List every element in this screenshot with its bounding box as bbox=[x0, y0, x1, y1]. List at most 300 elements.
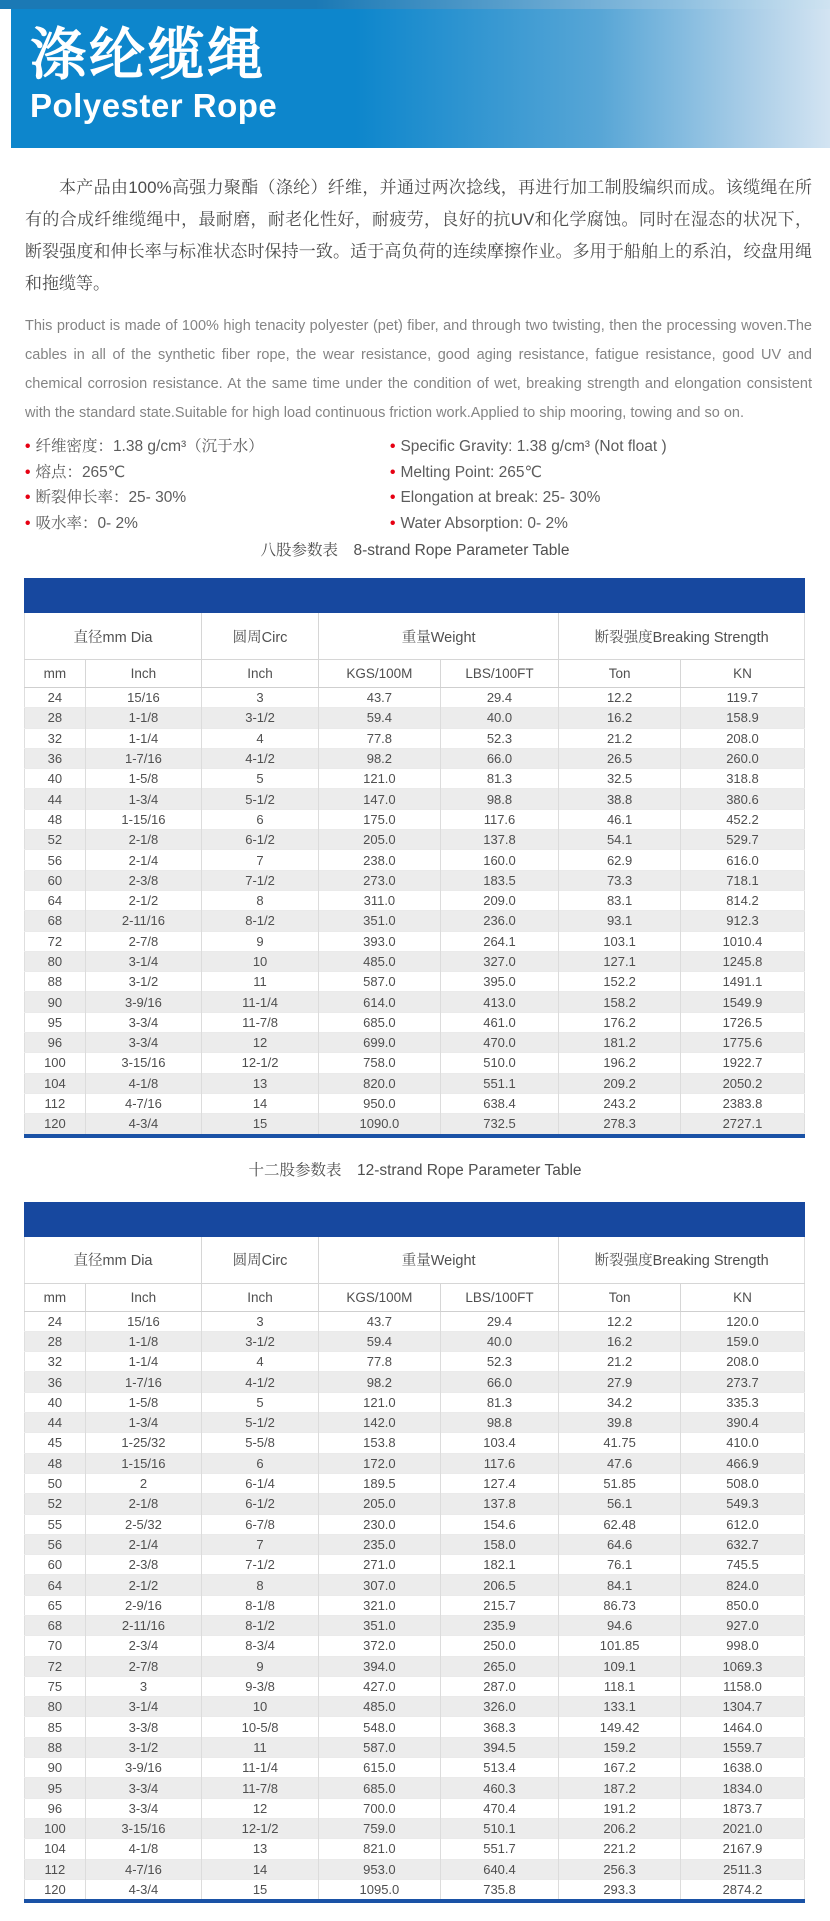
spec-item-text: 熔点：265℃ bbox=[35, 463, 126, 481]
table-cell: 44 bbox=[47, 791, 63, 807]
table-row bbox=[25, 1093, 805, 1113]
table-cell: 2-1/2 bbox=[85, 1575, 201, 1595]
table-cell: 76.1 bbox=[559, 1555, 681, 1575]
table-cell: 93.1 bbox=[559, 911, 681, 931]
table-cell: 1-7/16 bbox=[85, 1372, 201, 1392]
table-cell: 28 bbox=[47, 1333, 63, 1349]
table-cell: 32 bbox=[47, 1354, 63, 1370]
table-cell: 2-1/8 bbox=[85, 830, 201, 850]
table-cell: 52.3 bbox=[440, 728, 559, 748]
table-cell: 758.0 bbox=[319, 1053, 441, 1073]
table-cell: 21.2 bbox=[559, 728, 681, 748]
table-cell: 41.75 bbox=[559, 1433, 681, 1453]
table-cell: 6 bbox=[202, 809, 319, 829]
table-section-12strand bbox=[0, 1162, 830, 1904]
col-group-circumference: 圆周Circ bbox=[202, 613, 319, 660]
table-cell: 1-1/4 bbox=[85, 1352, 201, 1372]
table-cell: 167.2 bbox=[559, 1758, 681, 1778]
table-cell: 1304.7 bbox=[680, 1697, 804, 1717]
table-cell: 1549.9 bbox=[680, 992, 804, 1012]
table-cell: 51.85 bbox=[559, 1473, 681, 1493]
table-cell: 250.0 bbox=[440, 1636, 559, 1656]
table-cell: 614.0 bbox=[319, 992, 441, 1012]
table-cell: 2-3/4 bbox=[85, 1636, 201, 1656]
col-inch-dia: Inch bbox=[85, 660, 201, 688]
table-cell: 4-7/16 bbox=[85, 1093, 201, 1113]
table-row bbox=[25, 1555, 805, 1575]
table-cell: 11-1/4 bbox=[202, 1758, 319, 1778]
table-cell: 187.2 bbox=[559, 1778, 681, 1798]
table-row bbox=[25, 1839, 805, 1859]
col-ton: Ton bbox=[559, 660, 681, 688]
table-cell: 236.0 bbox=[440, 911, 559, 931]
table-cell: 3-1/2 bbox=[202, 1331, 319, 1351]
table-cell: 12 bbox=[202, 1033, 319, 1053]
table-cell: 94.6 bbox=[559, 1615, 681, 1635]
table-row bbox=[25, 850, 805, 870]
table-cell: 273.0 bbox=[319, 870, 441, 890]
table-row bbox=[25, 972, 805, 992]
table-cell: 85 bbox=[47, 1719, 63, 1735]
table-cell: 36 bbox=[47, 751, 63, 767]
table-row bbox=[25, 1311, 805, 1331]
table-row bbox=[25, 1615, 805, 1635]
table-cell: 466.9 bbox=[680, 1453, 804, 1473]
table-cell: 159.2 bbox=[559, 1737, 681, 1757]
table-row bbox=[25, 890, 805, 910]
table-cell: 103.1 bbox=[559, 931, 681, 951]
table-cell: 615.0 bbox=[319, 1758, 441, 1778]
table-cell: 24 bbox=[47, 1313, 63, 1329]
table-row bbox=[25, 1372, 805, 1392]
table-cell: 11-7/8 bbox=[202, 1778, 319, 1798]
spec-item bbox=[390, 460, 667, 486]
table-cell: 953.0 bbox=[319, 1859, 441, 1879]
table-cell: 998.0 bbox=[680, 1636, 804, 1656]
table-cell: 127.1 bbox=[559, 951, 681, 971]
table-cell: 549.3 bbox=[680, 1494, 804, 1514]
table-cell: 235.9 bbox=[440, 1615, 559, 1635]
table-cell: 72 bbox=[47, 1658, 63, 1674]
table-cell: 1638.0 bbox=[680, 1758, 804, 1778]
table-cell: 640.4 bbox=[440, 1859, 559, 1879]
table-cell: 1090.0 bbox=[319, 1114, 441, 1136]
table-cell: 685.0 bbox=[319, 1778, 441, 1798]
col-ton: Ton bbox=[559, 1283, 681, 1311]
table-cell: 413.0 bbox=[440, 992, 559, 1012]
table-cell: 3-15/16 bbox=[85, 1053, 201, 1073]
table-cell: 732.5 bbox=[440, 1114, 559, 1136]
table-cell: 548.0 bbox=[319, 1717, 441, 1737]
table-cell: 43.7 bbox=[319, 688, 441, 708]
table-cell: 62.9 bbox=[559, 850, 681, 870]
table-cell: 14 bbox=[202, 1859, 319, 1879]
table-row bbox=[25, 1717, 805, 1737]
table-cell: 460.3 bbox=[440, 1778, 559, 1798]
table-cell: 2-1/2 bbox=[85, 890, 201, 910]
table-cell: 551.1 bbox=[440, 1073, 559, 1093]
table-cell: 410.0 bbox=[680, 1433, 804, 1453]
table-cell: 529.7 bbox=[680, 830, 804, 850]
table-cell: 3-3/4 bbox=[85, 1033, 201, 1053]
table-cell: 4-1/2 bbox=[202, 748, 319, 768]
table-cell: 100 bbox=[44, 1821, 66, 1837]
page-title-en: Polyester Rope bbox=[30, 87, 278, 125]
table-cell: 14 bbox=[202, 1093, 319, 1113]
table-cell: 9 bbox=[202, 1656, 319, 1676]
table-cell: 8-1/2 bbox=[202, 1615, 319, 1635]
table-cell: 32 bbox=[47, 730, 63, 746]
table-cell: 1-25/32 bbox=[85, 1433, 201, 1453]
table-cell: 4 bbox=[202, 1352, 319, 1372]
table-cell: 158.9 bbox=[680, 708, 804, 728]
table-cell: 351.0 bbox=[319, 911, 441, 931]
table-cell: 15/16 bbox=[85, 1311, 201, 1331]
table-cell: 1-7/16 bbox=[85, 748, 201, 768]
table-cell: 1775.6 bbox=[680, 1033, 804, 1053]
table-cell: 427.0 bbox=[319, 1676, 441, 1696]
table-cell: 48 bbox=[47, 811, 63, 827]
table-cell: 335.3 bbox=[680, 1392, 804, 1412]
table-cell: 81.3 bbox=[440, 769, 559, 789]
spec-item-text: Melting Point: 265℃ bbox=[400, 463, 542, 481]
table-row bbox=[25, 708, 805, 728]
table-cell: 147.0 bbox=[319, 789, 441, 809]
table-cell: 103.4 bbox=[440, 1433, 559, 1453]
table-cell: 172.0 bbox=[319, 1453, 441, 1473]
table-cell: 318.8 bbox=[680, 769, 804, 789]
spec-bullet-lists bbox=[25, 434, 830, 536]
table-cell: 65 bbox=[47, 1597, 63, 1613]
table-cell: 1010.4 bbox=[680, 931, 804, 951]
table-cell: 88 bbox=[47, 1739, 63, 1755]
table-cell: 117.6 bbox=[440, 809, 559, 829]
table-cell: 4-1/8 bbox=[85, 1839, 201, 1859]
table-cell: 2383.8 bbox=[680, 1093, 804, 1113]
table-cell: 1834.0 bbox=[680, 1778, 804, 1798]
table-cell: 56 bbox=[47, 852, 63, 868]
table-cell: 307.0 bbox=[319, 1575, 441, 1595]
spec-item-text: Specific Gravity: 1.38 g/cm³ (Not float ) bbox=[400, 438, 667, 455]
table-cell: 221.2 bbox=[559, 1839, 681, 1859]
table-cell: 587.0 bbox=[319, 972, 441, 992]
table-row bbox=[25, 1073, 805, 1093]
table-cell: 16.2 bbox=[559, 708, 681, 728]
table-row bbox=[25, 830, 805, 850]
table-row bbox=[25, 1453, 805, 1473]
table-cell: 368.3 bbox=[440, 1717, 559, 1737]
table-row bbox=[25, 1433, 805, 1453]
spec-item bbox=[390, 485, 667, 511]
table-cell: 9 bbox=[202, 931, 319, 951]
table-cell: 66.0 bbox=[440, 748, 559, 768]
table-cell: 824.0 bbox=[680, 1575, 804, 1595]
table-cell: 510.1 bbox=[440, 1818, 559, 1838]
bullet-icon: • bbox=[25, 438, 31, 455]
table-cell: 3 bbox=[202, 688, 319, 708]
table-cell: 2167.9 bbox=[680, 1839, 804, 1859]
table-row bbox=[25, 1859, 805, 1879]
table-cell: 2-7/8 bbox=[85, 931, 201, 951]
table-row bbox=[25, 1331, 805, 1351]
table-cell: 470.4 bbox=[440, 1798, 559, 1818]
table-cell: 15/16 bbox=[85, 688, 201, 708]
table-row bbox=[25, 992, 805, 1012]
table-cell: 2-11/16 bbox=[85, 1615, 201, 1635]
table-cell: 10 bbox=[202, 1697, 319, 1717]
table-cell: 159.0 bbox=[680, 1331, 804, 1351]
table-cell: 5 bbox=[202, 769, 319, 789]
col-kn: KN bbox=[680, 1283, 804, 1311]
table-cell: 2021.0 bbox=[680, 1818, 804, 1838]
table-cell: 238.0 bbox=[319, 850, 441, 870]
table-cell: 64 bbox=[47, 1577, 63, 1593]
table-cell: 2511.3 bbox=[680, 1859, 804, 1879]
table-header-bar-12strand bbox=[24, 1202, 805, 1237]
table-row bbox=[25, 1534, 805, 1554]
table-sub-header-row bbox=[25, 1283, 805, 1311]
table-cell: 1-5/8 bbox=[85, 769, 201, 789]
spec-item-text: Water Absorption: 0- 2% bbox=[400, 514, 568, 532]
table-cell: 96 bbox=[47, 1035, 63, 1051]
table-cell: 175.0 bbox=[319, 809, 441, 829]
table-cell: 4-3/4 bbox=[85, 1879, 201, 1901]
table-cell: 11-7/8 bbox=[202, 1012, 319, 1032]
table-cell: 3-15/16 bbox=[85, 1818, 201, 1838]
table-cell: 62.48 bbox=[559, 1514, 681, 1534]
table-cell: 153.8 bbox=[319, 1433, 441, 1453]
bullet-icon: • bbox=[25, 514, 31, 532]
table-cell: 208.0 bbox=[680, 1352, 804, 1372]
table-cell: 28 bbox=[47, 710, 63, 726]
table-cell: 7-1/2 bbox=[202, 1555, 319, 1575]
table-cell: 64.6 bbox=[559, 1534, 681, 1554]
table-cell: 84.1 bbox=[559, 1575, 681, 1595]
intro-paragraph-cn: 本产品由100%高强力聚酯（涤纶）纤维，并通过两次捻线，再进行加工制股编织而成。该缆绳在所有的合成纤维缆绳中，最耐磨，耐老化性好，耐疲劳，良好的抗UV和化学腐蚀。同时在湿态的状况下，断裂强度和伸长率与标准状态时保持一致。适于高负荷的连续摩擦作业。多用于船舶上的系泊，绞盘用绳和拖缆等。 bbox=[25, 178, 812, 293]
bullet-icon: • bbox=[390, 463, 396, 481]
table-cell: 3-1/2 bbox=[85, 1737, 201, 1757]
table-cell: 5-1/2 bbox=[202, 1413, 319, 1433]
table-cell: 44 bbox=[47, 1415, 63, 1431]
table-cell: 2-3/8 bbox=[85, 870, 201, 890]
table-cell: 510.0 bbox=[440, 1053, 559, 1073]
table-cell: 3-9/16 bbox=[85, 992, 201, 1012]
table-cell: 452.2 bbox=[680, 809, 804, 829]
table-cell: 158.2 bbox=[559, 992, 681, 1012]
spec-item bbox=[390, 434, 667, 460]
table-cell: 205.0 bbox=[319, 830, 441, 850]
table-cell: 12-1/2 bbox=[202, 1818, 319, 1838]
table-row bbox=[25, 931, 805, 951]
table-cell: 10-5/8 bbox=[202, 1717, 319, 1737]
col-inch-circ: Inch bbox=[202, 1283, 319, 1311]
table-cell: 1-15/16 bbox=[85, 1453, 201, 1473]
table-cell: 927.0 bbox=[680, 1615, 804, 1635]
table-cell: 735.8 bbox=[440, 1879, 559, 1901]
spec-list-cn bbox=[25, 434, 390, 536]
intro-paragraph-en: This product is made of 100% high tenacity polyester (pet) fiber, and through two twisting, then the processing woven.The cables in all of the synthetic fiber rope, the wear resistance, good aging resistance, fatigue resistance, good UV and chemical corrosion resistance. At the same time under the condition of wet, breaking strength and elongation consistent with the standard state.Suitable for high load continuous friction work.Applied to ship mooring, towing and so on. bbox=[25, 318, 812, 421]
col-kgs-100m: KGS/100M bbox=[319, 1283, 441, 1311]
table-cell: 230.0 bbox=[319, 1514, 441, 1534]
table-cell: 181.2 bbox=[559, 1033, 681, 1053]
table-cell: 700.0 bbox=[319, 1798, 441, 1818]
table-cell: 1491.1 bbox=[680, 972, 804, 992]
table-cell: 40 bbox=[47, 771, 63, 787]
table-cell: 27.9 bbox=[559, 1372, 681, 1392]
table-row bbox=[25, 1033, 805, 1053]
table-cell: 1-1/4 bbox=[85, 728, 201, 748]
header-banner bbox=[11, 9, 830, 148]
table-cell: 390.4 bbox=[680, 1413, 804, 1433]
table-row bbox=[25, 1413, 805, 1433]
table-cell: 83.1 bbox=[559, 890, 681, 910]
table-cell: 8-3/4 bbox=[202, 1636, 319, 1656]
table-cell: 3-3/4 bbox=[85, 1778, 201, 1798]
table-cell: 616.0 bbox=[680, 850, 804, 870]
table-cell: 264.1 bbox=[440, 931, 559, 951]
table-cell: 46.1 bbox=[559, 809, 681, 829]
table-cell: 1-5/8 bbox=[85, 1392, 201, 1412]
table-cell: 32.5 bbox=[559, 769, 681, 789]
table-row bbox=[25, 769, 805, 789]
table-cell: 56 bbox=[47, 1536, 63, 1552]
spec-item bbox=[25, 511, 390, 537]
bullet-icon: • bbox=[390, 489, 396, 506]
table-cell: 7 bbox=[202, 850, 319, 870]
table-cell: 8-1/2 bbox=[202, 911, 319, 931]
table-cell: 393.0 bbox=[319, 931, 441, 951]
table-cell: 6-1/4 bbox=[202, 1473, 319, 1493]
table-cell: 88 bbox=[47, 974, 63, 990]
table-cell: 821.0 bbox=[319, 1839, 441, 1859]
table-row bbox=[25, 1798, 805, 1818]
table-cell: 2-9/16 bbox=[85, 1595, 201, 1615]
table-cell: 1726.5 bbox=[680, 1012, 804, 1032]
table-row bbox=[25, 688, 805, 708]
table-cell: 77.8 bbox=[319, 1352, 441, 1372]
parameter-table-8strand bbox=[24, 613, 805, 1138]
spec-item-text: 断裂伸长率：25- 30% bbox=[35, 489, 187, 506]
table-cell: 21.2 bbox=[559, 1352, 681, 1372]
table-cell: 98.2 bbox=[319, 1372, 441, 1392]
bullet-icon: • bbox=[390, 514, 396, 532]
table-row bbox=[25, 809, 805, 829]
table-cell: 43.7 bbox=[319, 1311, 441, 1331]
table-row bbox=[25, 728, 805, 748]
table-cell: 64 bbox=[47, 893, 63, 909]
table-cell: 1559.7 bbox=[680, 1737, 804, 1757]
table-cell: 3-1/2 bbox=[202, 708, 319, 728]
table-cell: 256.3 bbox=[559, 1859, 681, 1879]
table-cell: 4 bbox=[202, 728, 319, 748]
table-cell: 1873.7 bbox=[680, 1798, 804, 1818]
table-cell: 5 bbox=[202, 1392, 319, 1412]
table-cell: 587.0 bbox=[319, 1737, 441, 1757]
bullet-icon: • bbox=[25, 463, 31, 481]
table-cell: 11-1/4 bbox=[202, 992, 319, 1012]
table-cell: 104 bbox=[44, 1841, 66, 1857]
bullet-icon: • bbox=[25, 489, 31, 506]
table-cell: 321.0 bbox=[319, 1595, 441, 1615]
table-cell: 5-1/2 bbox=[202, 789, 319, 809]
table-cell: 3-3/4 bbox=[85, 1798, 201, 1818]
table-cell: 7-1/2 bbox=[202, 870, 319, 890]
table-row bbox=[25, 1114, 805, 1136]
table-cell: 104 bbox=[44, 1075, 66, 1091]
table-cell: 59.4 bbox=[319, 708, 441, 728]
table-cell: 120.0 bbox=[680, 1311, 804, 1331]
table-cell: 759.0 bbox=[319, 1818, 441, 1838]
spec-item bbox=[25, 434, 390, 460]
table-cell: 52 bbox=[47, 832, 63, 848]
table-cell: 326.0 bbox=[440, 1697, 559, 1717]
spec-item-text: Elongation at break: 25- 30% bbox=[400, 489, 601, 506]
col-group-weight: 重量Weight bbox=[319, 613, 559, 660]
table-row bbox=[25, 748, 805, 768]
table-cell: 718.1 bbox=[680, 870, 804, 890]
col-inch-circ: Inch bbox=[202, 660, 319, 688]
table-cell: 2-1/4 bbox=[85, 850, 201, 870]
table-cell: 66.0 bbox=[440, 1372, 559, 1392]
table-cell: 11 bbox=[202, 972, 319, 992]
col-mm: mm bbox=[25, 660, 86, 688]
table-title-8strand: 八股参数表 8-strand Rope Parameter Table bbox=[260, 542, 570, 559]
table-cell: 45 bbox=[47, 1435, 63, 1451]
table-cell: 13 bbox=[202, 1073, 319, 1093]
table-cell: 137.8 bbox=[440, 1494, 559, 1514]
table-row bbox=[25, 1676, 805, 1696]
table-cell: 80 bbox=[47, 1699, 63, 1715]
spec-item-text: 纤维密度：1.38 g/cm³（沉于水） bbox=[35, 438, 264, 455]
col-group-breaking-strength: 断裂强度Breaking Strength bbox=[559, 1237, 805, 1284]
table-cell: 2-1/4 bbox=[85, 1534, 201, 1554]
table-cell: 4-1/2 bbox=[202, 1372, 319, 1392]
table-cell: 2-11/16 bbox=[85, 911, 201, 931]
table-cell: 485.0 bbox=[319, 1697, 441, 1717]
table-cell: 98.2 bbox=[319, 748, 441, 768]
table-cell: 5-5/8 bbox=[202, 1433, 319, 1453]
table-cell: 3-9/16 bbox=[85, 1758, 201, 1778]
parameter-table-12strand bbox=[24, 1237, 805, 1904]
table-cell: 8-1/8 bbox=[202, 1595, 319, 1615]
table-cell: 206.5 bbox=[440, 1575, 559, 1595]
table-cell: 8 bbox=[202, 890, 319, 910]
table-cell: 395.0 bbox=[440, 972, 559, 992]
table-cell: 814.2 bbox=[680, 890, 804, 910]
table-cell: 9-3/8 bbox=[202, 1676, 319, 1696]
table-cell: 40.0 bbox=[440, 708, 559, 728]
table-cell: 2727.1 bbox=[680, 1114, 804, 1136]
table-cell: 3-3/8 bbox=[85, 1717, 201, 1737]
table-row bbox=[25, 789, 805, 809]
table-sub-header-row bbox=[25, 660, 805, 688]
table-cell: 271.0 bbox=[319, 1555, 441, 1575]
table-row bbox=[25, 1778, 805, 1798]
table-cell: 117.6 bbox=[440, 1453, 559, 1473]
table-cell: 485.0 bbox=[319, 951, 441, 971]
table-cell: 3 bbox=[85, 1676, 201, 1696]
table-cell: 80 bbox=[47, 954, 63, 969]
table-cell: 38.8 bbox=[559, 789, 681, 809]
bullet-icon: • bbox=[390, 438, 396, 455]
table-row bbox=[25, 1575, 805, 1595]
table-cell: 4-1/8 bbox=[85, 1073, 201, 1093]
table-cell: 260.0 bbox=[680, 748, 804, 768]
table-row bbox=[25, 1012, 805, 1032]
table-cell: 6-7/8 bbox=[202, 1514, 319, 1534]
table-cell: 7 bbox=[202, 1534, 319, 1554]
table-cell: 380.6 bbox=[680, 789, 804, 809]
